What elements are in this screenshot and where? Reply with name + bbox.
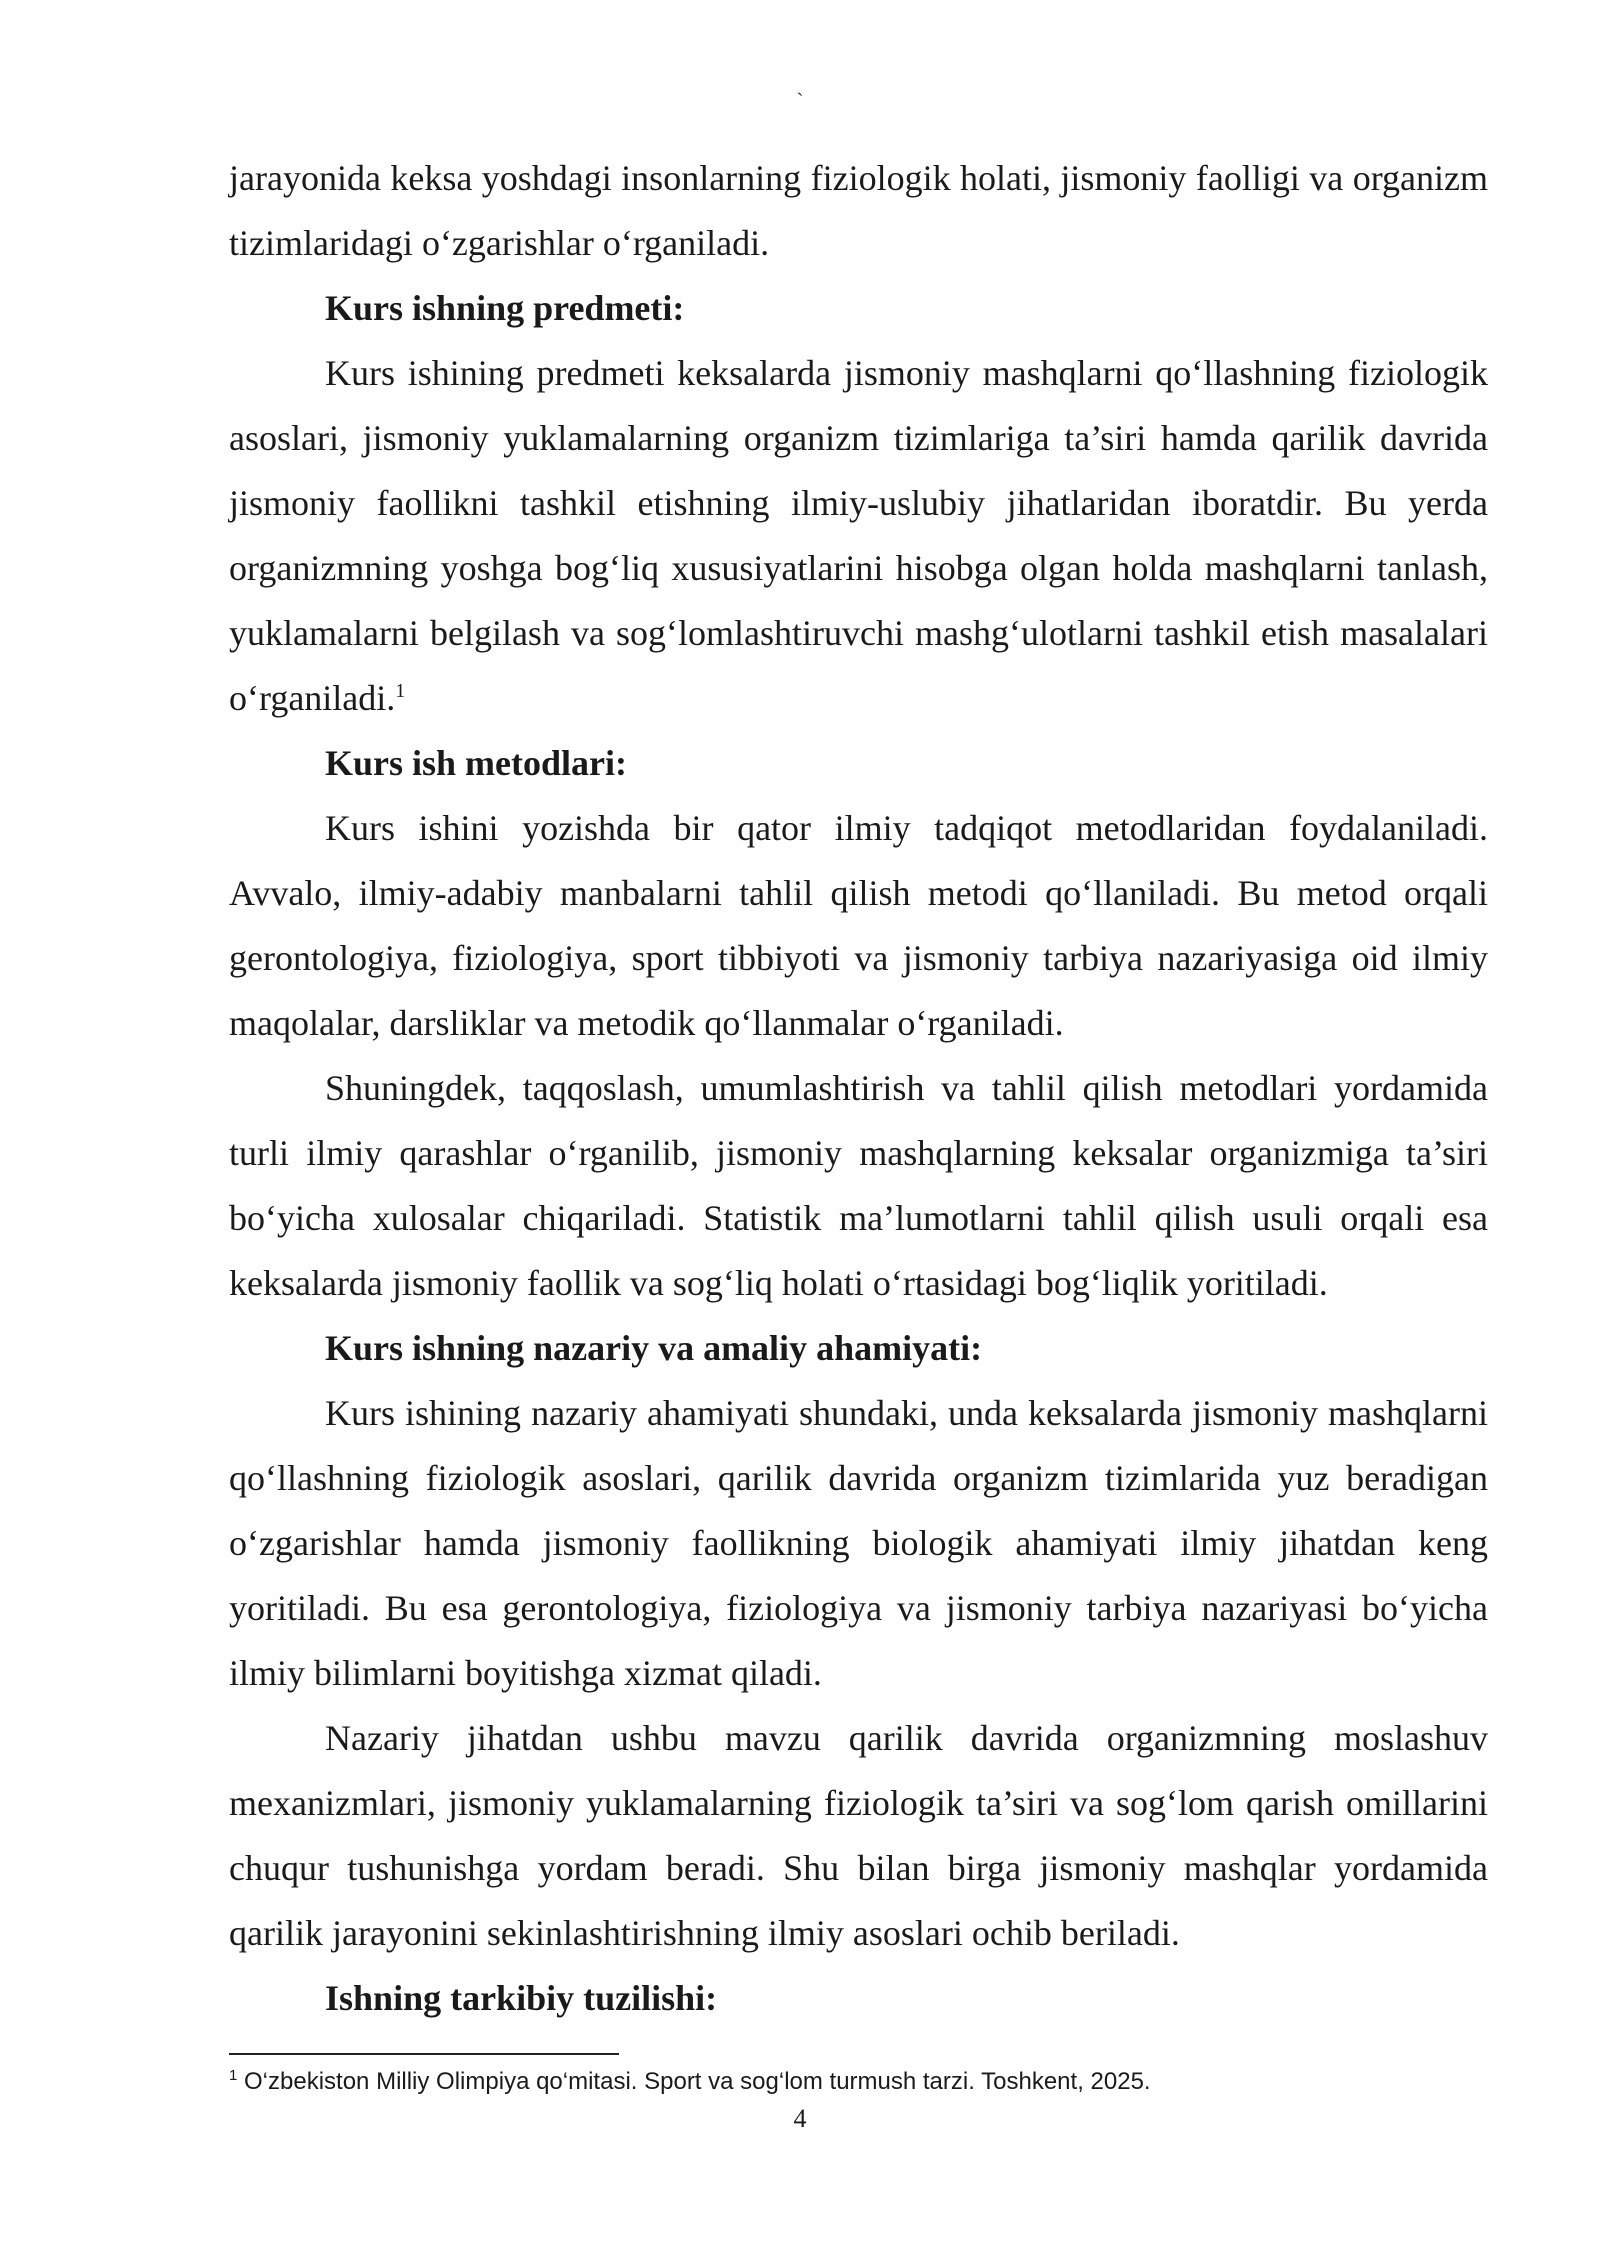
section-heading: Kurs ishning predmeti: <box>325 288 685 328</box>
header-mark: ` <box>796 88 804 113</box>
paragraph: Nazariy jihatdan ushbu mavzu qarilik davrida organizmning moslashuv mexanizmlari, jismoniy yuklamalarning fiziologik ta’siri va sog‘lom qarish omillarini chuqur tushunishga yordam beradi. Shu bilan birga jismoniy mashqlar yordamida qarilik jarayonini sekinlashtirishning ilmiy asoslari ochib beriladi. <box>229 1718 1488 1953</box>
page-number: 4 <box>793 2104 807 2133</box>
section-heading: Ishning tarkibiy tuzilishi: <box>325 1978 718 2018</box>
paragraph <box>229 341 1488 731</box>
footnote-number: 1 <box>229 2067 238 2084</box>
section-heading: Kurs ish metodlari: <box>325 743 627 783</box>
paragraph: Kurs ishini yozishda bir qator ilmiy tadqiqot metodlaridan foydalaniladi. Avvalo, ilmiy-adabiy manbalarni tahlil qilish metodi qo‘llaniladi. Bu metod orqali gerontologiya, fiziologiya, sport tibbiyoti va jismoniy tarbiya nazariyasiga oid ilmiy maqolalar, darsliklar va metodik qo‘llanmalar o‘rganiladi. <box>229 808 1488 1043</box>
paragraph: jarayonida keksa yoshdagi insonlarning fiziologik holati, jismoniy faolligi va organizm tizimlaridagi o‘zgarishlar o‘rganiladi. <box>229 158 1488 263</box>
footnote-text: O‘zbekiston Milliy Olimpiya qo‘mitasi. Sport va sog‘lom turmush tarzi. Toshkent, 2025. <box>237 2068 1151 2095</box>
footnote-reference: 1 <box>395 680 406 702</box>
footnote <box>229 2066 1488 2098</box>
paragraph: Kurs ishining nazariy ahamiyati shundaki, unda keksalarda jismoniy mashqlarni qo‘llashning fiziologik asoslari, qarilik davrida organizm tizimlarida yuz beradigan o‘zgarishlar hamda jismoniy faollikning biologik ahamiyati ilmiy jihatdan keng yoritiladi. Bu esa gerontologiya, fiziologiya va jismoniy tarbiya nazariyasi bo‘yicha ilmiy bilimlarni boyitishga xizmat qiladi. <box>229 1393 1488 1693</box>
paragraph-text: Kurs ishining predmeti keksalarda jismoniy mashqlarni qo‘llashning fiziologik asoslari, jismoniy yuklamalarning organizm tizimlariga ta’siri hamda qarilik davrida jismoniy faollikni tashkil etishning ilmiy-uslubiy jihatlaridan iboratdir. Bu yerda organizmning yoshga bog‘liq xususiyatlarini hisobga olgan holda mashqlarni tanlash, yuklamalarni belgilash va sog‘lomlashtiruvchi mashg‘ulotlarni tashkil etish masalalari o‘rganiladi. <box>229 353 1488 718</box>
section-heading: Kurs ishning nazariy va amaliy ahamiyati: <box>325 1328 983 1368</box>
paragraph: Shuningdek, taqqoslash, umumlashtirish va tahlil qilish metodlari yordamida turli ilmiy qarashlar o‘rganilib, jismoniy mashqlarning keksalar organizmiga ta’siri bo‘yicha xulosalar chiqariladi. Statistik ma’lumotlarni tahlil qilish usuli orqali esa keksalarda jismoniy faollik va sog‘liq holati o‘rtasidagi bog‘liqlik yoritiladi. <box>229 1068 1488 1303</box>
body-text <box>229 146 1488 2031</box>
footnote-separator <box>229 2053 619 2055</box>
